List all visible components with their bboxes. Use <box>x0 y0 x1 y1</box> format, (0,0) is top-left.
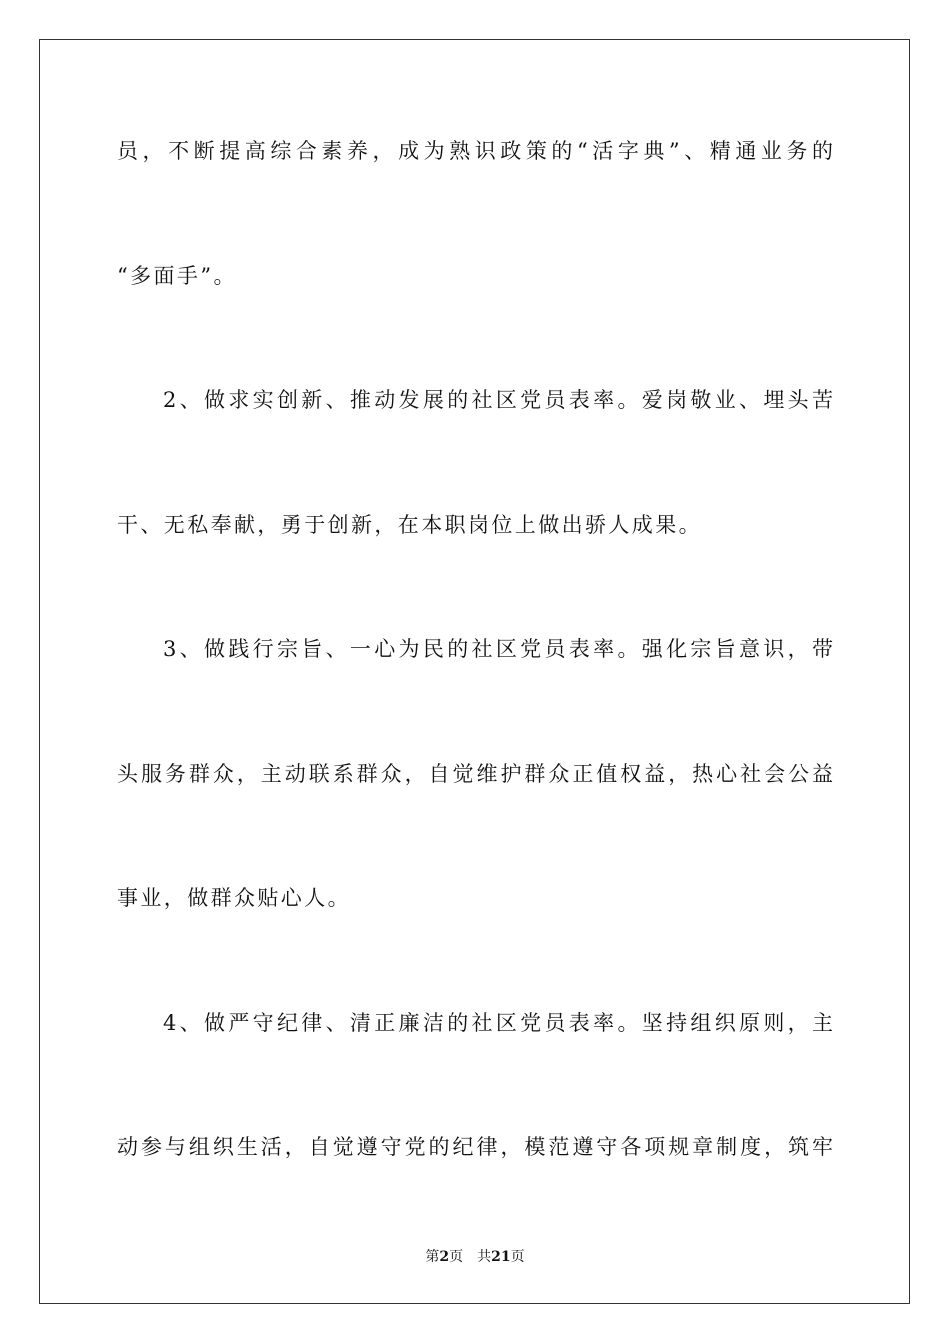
page-prefix: 第 <box>425 1249 440 1265</box>
paragraph-line: 动参与组织生活，自觉遵守党的纪律，模范遵守各项规章制度，筑牢 <box>117 1135 833 1159</box>
page-suffix: 页 <box>449 1249 464 1265</box>
paragraph-line: 2、做求实创新、推动发展的社区党员表率。爱岗敬业、埋头苦 <box>163 388 833 412</box>
page-footer <box>0 1248 950 1266</box>
total-pages: 21 <box>491 1249 511 1265</box>
paragraph-line: 员，不断提高综合素养，成为熟识政策的“活字典”、精通业务的 <box>117 139 833 163</box>
paragraph-line: 事业，做群众贴心人。 <box>117 886 351 910</box>
paragraph-line: 干、无私奉献，勇于创新，在本职岗位上做出骄人成果。 <box>117 513 702 537</box>
paragraph-line: 3、做践行宗旨、一心为民的社区党员表率。强化宗旨意识，带 <box>163 637 833 661</box>
total-suffix: 页 <box>510 1249 525 1265</box>
paragraph-line: 4、做严守纪律、清正廉洁的社区党员表率。坚持组织原则，主 <box>163 1011 833 1035</box>
page-border <box>39 39 910 1304</box>
paragraph-line: “多面手”。 <box>117 264 237 288</box>
paragraph-line: 头服务群众，主动联系群众，自觉维护群众正值权益，热心社会公益 <box>117 762 833 786</box>
page-number: 2 <box>439 1249 450 1265</box>
total-prefix: 共 <box>477 1249 492 1265</box>
